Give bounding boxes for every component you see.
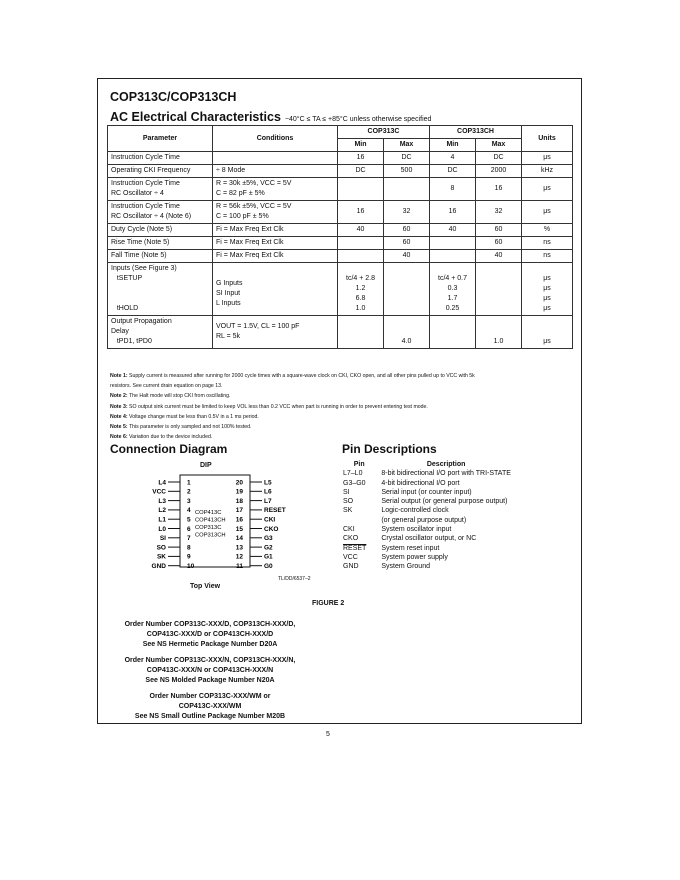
cell-units: % <box>522 224 573 237</box>
notes-block <box>110 371 570 442</box>
pin-description: Serial input (or counter input) <box>381 488 472 496</box>
ac-characteristics-table <box>107 125 573 349</box>
pin-name-label: L4 <box>158 479 166 487</box>
pin-col-header: Pin <box>353 461 365 468</box>
pin-name-label: SO <box>156 544 166 552</box>
cell-cop313c-min <box>338 250 384 263</box>
cell-cop313ch-max: 32 <box>476 201 522 224</box>
cell-cop313c-max: 500 <box>384 165 430 178</box>
pin-row <box>340 506 514 515</box>
pin-number: 11 <box>236 563 243 570</box>
cell-units: μs <box>522 201 573 224</box>
note-line <box>110 432 570 442</box>
cell-conditions: R = 56k ±5%, VCC = 5V C = 100 pF ± 5% <box>213 201 338 224</box>
pin-description: Logic-controlled clock <box>381 507 449 515</box>
cell-parameter: Rise Time (Note 5) <box>108 237 213 250</box>
cell-cop313ch-min: 4 <box>430 152 476 165</box>
order-line: See NS Hermetic Package Number D20A <box>142 641 278 648</box>
cell-units: ns <box>522 237 573 250</box>
pin-name-label: L3 <box>158 497 166 505</box>
pin-row <box>340 516 514 525</box>
note-line <box>110 391 570 401</box>
pin-number: 20 <box>235 479 243 487</box>
pin-description: System reset input <box>381 544 440 552</box>
pin-name-label: L0 <box>158 525 166 533</box>
cell-parameter: Instruction Cycle Time RC Oscillator ÷ 4 <box>108 178 213 201</box>
table-row <box>108 165 573 178</box>
pin-row <box>340 488 514 497</box>
cell-cop313ch-max: 60 <box>476 224 522 237</box>
cell-conditions: ÷ 8 Mode <box>213 165 338 178</box>
cell-conditions: G Inputs SI Input L Inputs <box>213 263 338 316</box>
cell-parameter: Instruction Cycle Time RC Oscillator ÷ 4 (Note 6) <box>108 201 213 224</box>
cell-cop313c-max: 60 <box>384 224 430 237</box>
pin-name: GND <box>343 563 359 571</box>
pin-row <box>340 497 514 506</box>
cell-cop313c-min: DC <box>338 165 384 178</box>
col-max: Max <box>384 139 430 152</box>
ac-title: AC Electrical Characteristics <box>110 110 281 124</box>
cell-cop313ch-min: 16 <box>430 201 476 224</box>
cell-units: μs <box>522 178 573 201</box>
cell-cop313ch-max: DC <box>476 152 522 165</box>
order-line: Order Number COP313C-XXX/N, COP313CH-XXX/N, <box>124 657 296 664</box>
note-line <box>110 412 570 422</box>
pin-name: L7–L0 <box>343 470 363 478</box>
pin-number: 3 <box>187 497 191 505</box>
cell-parameter: Duty Cycle (Note 5) <box>108 224 213 237</box>
cell-cop313c-max: 4.0 <box>384 316 430 349</box>
cell-cop313c-min <box>338 316 384 349</box>
pin-number: 4 <box>187 507 191 515</box>
cell-units: μs <box>522 316 573 349</box>
dip-diagram <box>140 472 290 577</box>
pin-number: 6 <box>187 525 191 533</box>
pin-name-label: G2 <box>264 544 273 552</box>
pin-name: G3–G0 <box>343 479 366 487</box>
cell-cop313ch-min <box>430 237 476 250</box>
pin-name-label: L7 <box>264 497 272 505</box>
pin-number: 8 <box>187 544 191 552</box>
pin-number: 16 <box>235 516 243 524</box>
pin-name-label: RESET <box>264 507 286 515</box>
cell-units: ns <box>522 250 573 263</box>
diagram-reference: TL/DD/6537–2 <box>278 576 311 582</box>
cell-cop313ch-min <box>430 250 476 263</box>
note-label: Note 2: <box>110 393 128 400</box>
order-line: Order Number COP313C-XXX/WM or <box>149 693 271 700</box>
pin-name: SK <box>343 507 353 515</box>
note-label: Note 3: <box>110 403 128 410</box>
table-row <box>108 263 573 316</box>
cell-units: μs <box>522 152 573 165</box>
cell-cop313c-min: 40 <box>338 224 384 237</box>
pin-name: SI <box>343 488 350 496</box>
cell-cop313c-min <box>338 178 384 201</box>
pin-number: 19 <box>235 488 243 496</box>
col-units: Units <box>522 126 573 152</box>
pin-number: 2 <box>187 488 191 496</box>
note-text: This parameter is only sampled and not 100% tested. <box>127 424 252 431</box>
pin-name: CKI <box>343 526 355 534</box>
pin-number: 14 <box>235 535 243 543</box>
pin-name-label: GND <box>151 563 166 570</box>
note-text: The Halt mode will stop CKI from oscillating. <box>127 393 231 400</box>
cell-cop313ch-max: 16 <box>476 178 522 201</box>
cell-cop313c-max: 32 <box>384 201 430 224</box>
note-text: Voltage change must be less than 0.5V in a 1 ms period. <box>127 413 259 420</box>
pin-name-label: G0 <box>264 563 273 570</box>
cell-cop313ch-max: 60 <box>476 237 522 250</box>
cell-cop313ch-min <box>430 316 476 349</box>
pin-number: 12 <box>235 553 243 561</box>
table-row <box>108 201 573 224</box>
chip-part-name: COP413CH <box>195 517 226 524</box>
order-line: COP413C-XXX/N or COP413CH-XXX/N <box>146 667 274 674</box>
cell-cop313c-max: 60 <box>384 237 430 250</box>
pin-description: Crystal oscillator output, or NC <box>381 535 477 543</box>
table-row <box>108 316 573 349</box>
chip-part-name: COP413C <box>195 510 222 516</box>
pin-name-label: L6 <box>264 488 272 496</box>
pin-name <box>340 516 378 525</box>
cell-cop313c-max: 40 <box>384 250 430 263</box>
cell-conditions: VOUT = 1.5V, CL = 100 pF RL = 5k <box>213 316 338 349</box>
note-label: Note 1: <box>110 373 128 379</box>
cell-parameter: Fall Time (Note 5) <box>108 250 213 263</box>
order-group <box>110 620 310 650</box>
cell-parameter: Operating CKI Frequency <box>108 165 213 178</box>
pin-row <box>340 525 514 534</box>
pin-description: Serial output (or general purpose output) <box>381 498 508 506</box>
cell-cop313c-min <box>338 237 384 250</box>
top-view-label: Top View <box>190 583 221 590</box>
pin-name-label: G3 <box>264 535 273 543</box>
note-label: Note 4: <box>110 413 128 420</box>
pin-name: CKO <box>343 535 359 543</box>
cell-cop313ch-min: 8 <box>430 178 476 201</box>
cell-cop313c-max <box>384 263 430 316</box>
col-max: Max <box>476 139 522 152</box>
pin-number: 10 <box>187 563 195 570</box>
note-text: Variation due to the device included. <box>127 434 213 441</box>
col-parameter: Parameter <box>108 126 213 152</box>
cell-cop313c-min: tc/4 + 2.8 1.2 6.8 1.0 <box>338 263 384 316</box>
page-number: 5 <box>326 731 330 738</box>
ac-section-title <box>110 110 431 124</box>
table-row <box>108 250 573 263</box>
pin-description: 4-bit bidirectional I/O port <box>381 479 460 487</box>
cell-cop313ch-min: 40 <box>430 224 476 237</box>
cell-cop313c-min: 16 <box>338 152 384 165</box>
note-label: Note 5: <box>110 424 128 431</box>
pin-description: 8-bit bidirectional I/O port with TRI-STATE <box>381 470 511 478</box>
cell-cop313c-max <box>384 178 430 201</box>
table-row <box>108 152 573 165</box>
order-line: COP413C-XXX/WM <box>178 703 242 710</box>
cell-conditions: Fi = Max Freq Ext Clk <box>213 250 338 263</box>
order-line: See NS Molded Package Number N20A <box>145 677 275 684</box>
table-row <box>108 178 573 201</box>
pin-row <box>340 544 514 553</box>
pin-description: System power supply <box>381 553 448 561</box>
cell-cop313ch-max: 1.0 <box>476 316 522 349</box>
dip-label: DIP <box>200 462 212 469</box>
pin-row <box>340 479 514 488</box>
cell-cop313ch-max: 2000 <box>476 165 522 178</box>
pin-row <box>340 553 514 562</box>
order-info <box>110 620 310 728</box>
pin-description: System Ground <box>381 563 430 571</box>
col-group-cop313ch: COP313CH <box>430 126 522 139</box>
note-text: Supply current is measured after running for 2000 cycle times with a square-wave clock on CKI, CKO open, and all other pins pulled up to VCC with 5k <box>127 373 475 379</box>
cell-units: kHz <box>522 165 573 178</box>
order-line: See NS Small Outline Package Number M20B <box>134 713 286 720</box>
col-min: Min <box>430 139 476 152</box>
pin-number: 1 <box>187 479 191 487</box>
pin-row <box>340 469 514 478</box>
pin-number: 9 <box>187 553 191 561</box>
pin-name-label: L1 <box>158 516 166 524</box>
figure-caption: FIGURE 2 <box>312 600 345 607</box>
cell-conditions <box>213 152 338 165</box>
cell-conditions: Fi = Max Freq Ext Clk <box>213 237 338 250</box>
pin-description: (or general purpose output) <box>381 516 467 524</box>
cell-parameter: Instruction Cycle Time <box>108 152 213 165</box>
order-line: COP413C-XXX/D or COP413CH-XXX/D <box>146 631 274 638</box>
pin-number: 5 <box>187 516 191 524</box>
cell-cop313ch-max <box>476 263 522 316</box>
pin-descriptions-title: Pin Descriptions <box>342 442 437 456</box>
pin-number: 13 <box>235 544 243 552</box>
cell-parameter: Output Propagation Delay tPD1, tPD0 <box>108 316 213 349</box>
order-group <box>110 692 310 722</box>
cell-cop313ch-max: 40 <box>476 250 522 263</box>
cell-cop313ch-min: DC <box>430 165 476 178</box>
cell-units: μs μs μs μs <box>522 263 573 316</box>
pin-name-label: SK <box>156 553 166 561</box>
note-line <box>110 422 570 432</box>
cell-cop313c-min: 16 <box>338 201 384 224</box>
pin-description: System oscillator input <box>381 526 452 534</box>
pin-row <box>340 534 514 543</box>
col-group-cop313c: COP313C <box>338 126 430 139</box>
pin-number: 15 <box>235 525 243 533</box>
note-text: resistors. See current drain equation on page 13. <box>110 383 223 390</box>
col-min: Min <box>338 139 384 152</box>
note-line <box>110 381 570 391</box>
pin-name-label: CKO <box>264 525 279 533</box>
desc-col-header: Description <box>426 461 466 468</box>
note-line <box>110 402 570 412</box>
pin-number: 17 <box>235 507 243 515</box>
chip-part-name: COP313C <box>195 525 222 531</box>
pin-name-label: L5 <box>264 479 272 487</box>
pin-name-label: SI <box>159 535 166 543</box>
pin-name-label: VCC <box>152 488 166 496</box>
chip-part-name: COP313CH <box>195 532 226 539</box>
table-row <box>108 237 573 250</box>
pin-name: RESET <box>343 544 367 552</box>
pin-name: SO <box>343 498 354 506</box>
pin-number: 18 <box>235 497 243 505</box>
pin-name-label: G1 <box>264 553 273 561</box>
order-line: Order Number COP313C-XXX/D, COP313CH-XXX/D, <box>124 621 296 628</box>
pin-number: 7 <box>187 535 191 543</box>
pin-row <box>340 562 514 571</box>
note-line <box>110 371 570 381</box>
cell-parameter: Inputs (See Figure 3) tSETUP tHOLD <box>108 263 213 316</box>
pin-name-label: CKI <box>264 516 276 524</box>
table-row <box>108 224 573 237</box>
pin-name: VCC <box>343 553 358 561</box>
cell-cop313ch-min: tc/4 + 0.7 0.3 1.7 0.25 <box>430 263 476 316</box>
col-conditions: Conditions <box>213 126 338 152</box>
cell-conditions: R = 30k ±5%, VCC = 5V C = 82 pF ± 5% <box>213 178 338 201</box>
note-text: SO output sink current must be limited to keep VOL less than 0.2 VCC when part is running in order to prevent entering test mode. <box>127 403 428 410</box>
ac-condition: −40°C ≤ TA ≤ +85°C unless otherwise specified <box>284 116 432 123</box>
cell-cop313c-max: DC <box>384 152 430 165</box>
connection-title: Connection Diagram <box>110 442 228 456</box>
document-title: COP313C/COP313CH <box>110 90 237 104</box>
order-group <box>110 656 310 686</box>
pin-name-label: L2 <box>158 507 166 515</box>
cell-conditions: Fi = Max Freq Ext Clk <box>213 224 338 237</box>
pin-descriptions-table <box>340 460 514 572</box>
note-label: Note 6: <box>110 434 128 441</box>
